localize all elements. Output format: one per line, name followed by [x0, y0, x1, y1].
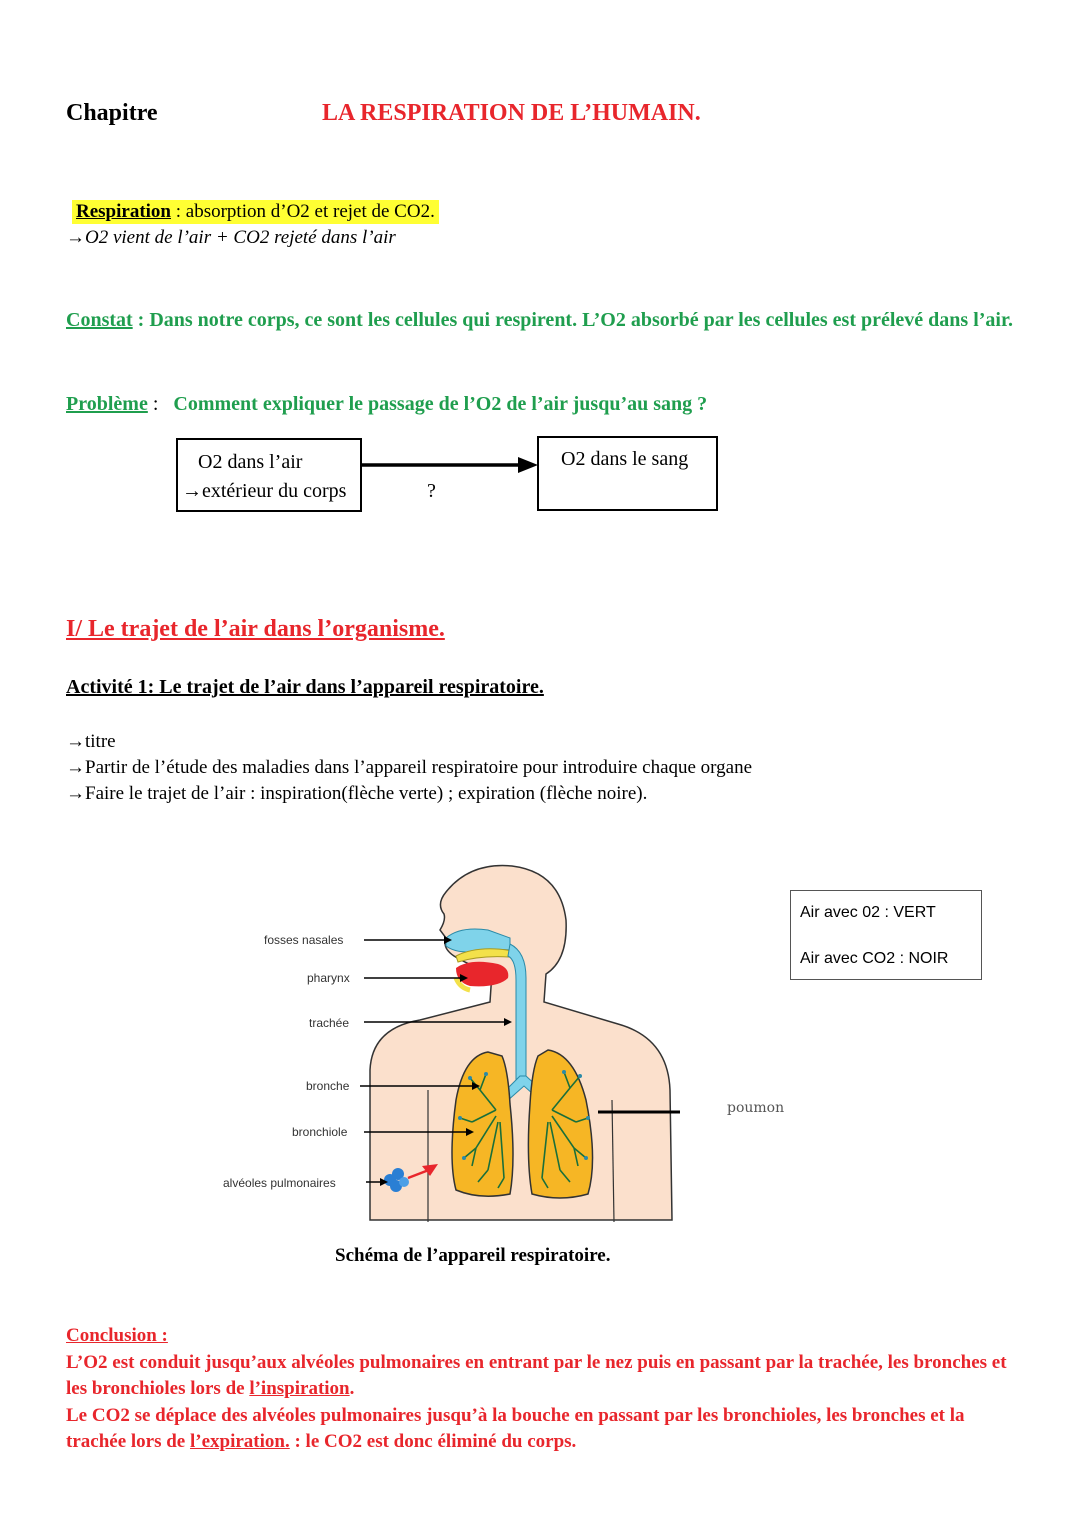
label-fosses-nasales: fosses nasales	[264, 933, 344, 947]
section-title: I/ Le trajet de l’air dans l’organisme.	[66, 616, 445, 642]
flow-box-air	[176, 438, 362, 512]
conclusion-p1-end: .	[349, 1378, 355, 1399]
page-title: LA RESPIRATION DE L’HUMAIN.	[322, 100, 701, 126]
label-pharynx: pharynx	[307, 971, 350, 985]
definition-text: : absorption d’O2 et rejet de CO2.	[171, 201, 435, 222]
label-bronche: bronche	[306, 1079, 350, 1093]
conclusion-p1-link: l’inspiration	[249, 1378, 350, 1399]
definition-term: Respiration	[76, 201, 171, 222]
chapter-label: Chapitre	[66, 100, 158, 126]
instruction-3: →Faire le trajet de l’air : inspiration(flèche verte) ; expiration (flèche noire).	[66, 783, 648, 804]
instruction-2: →Partir de l’étude des maladies dans l’appareil respiratoire pour introduire chaque organe	[66, 757, 753, 778]
conclusion-p2	[66, 1403, 1026, 1456]
probleme	[66, 393, 707, 416]
flow-box-blood: O2 dans le sang	[537, 436, 718, 511]
flow-box-air-line2: →extérieur du corps	[182, 480, 347, 502]
conclusion-p2-link: l’expiration.	[189, 1431, 290, 1452]
label-poumon: poumon	[727, 1100, 785, 1116]
conclusion-p1-text: L’O2 est conduit jusqu’aux alvéoles pulmonaires en entrant par le nez puis en passant par la trachée, les bronches et les bronchioles lors de	[66, 1351, 1007, 1399]
conclusion-p1	[66, 1350, 1026, 1403]
conclusion-p2-end: : le CO2 est donc éliminé du corps.	[289, 1431, 577, 1452]
label-trachee: trachée	[309, 1016, 350, 1030]
label-bronchiole: bronchiole	[292, 1125, 348, 1139]
conclusion-p2-text: Le CO2 se déplace des alvéoles pulmonaires jusqu’à la bouche en passant par les bronchioles, les bronches et la trachée lors de	[66, 1404, 965, 1452]
color-legend	[790, 890, 982, 980]
constat-text: : Dans notre corps, ce sont les cellules qui respirent. L’O2 absorbé par les cellules est prélevé dans l’air.	[132, 309, 1014, 331]
activity-title: Activité 1: Le trajet de l’air dans l’appareil respiratoire.	[66, 676, 544, 698]
conclusion-label: Conclusion :	[66, 1325, 168, 1346]
conclusion	[66, 1323, 1026, 1456]
flow-question: ?	[427, 480, 436, 502]
instruction-1: →titre	[66, 731, 116, 752]
definition-note: →O2 vient de l’air + CO2 rejeté dans l’air	[66, 227, 396, 248]
legend-o2: Air avec 02 : VERT	[800, 904, 936, 921]
probleme-label: Problème	[66, 393, 148, 415]
legend-co2: Air avec CO2 : NOIR	[800, 950, 949, 967]
flow-arrow	[362, 455, 542, 475]
constat-label: Constat	[66, 309, 133, 331]
diagram-caption: Schéma de l’appareil respiratoire.	[335, 1245, 611, 1266]
probleme-sep: :	[147, 393, 174, 415]
probleme-text: Comment expliquer le passage de l’O2 de l’air jusqu’au sang ?	[173, 393, 708, 415]
flow-box-air-line1: O2 dans l’air	[198, 451, 303, 473]
definition	[72, 200, 439, 224]
constat	[66, 306, 1026, 335]
label-alveoles: alvéoles pulmonaires	[223, 1176, 336, 1190]
label-pointers	[360, 930, 520, 1190]
